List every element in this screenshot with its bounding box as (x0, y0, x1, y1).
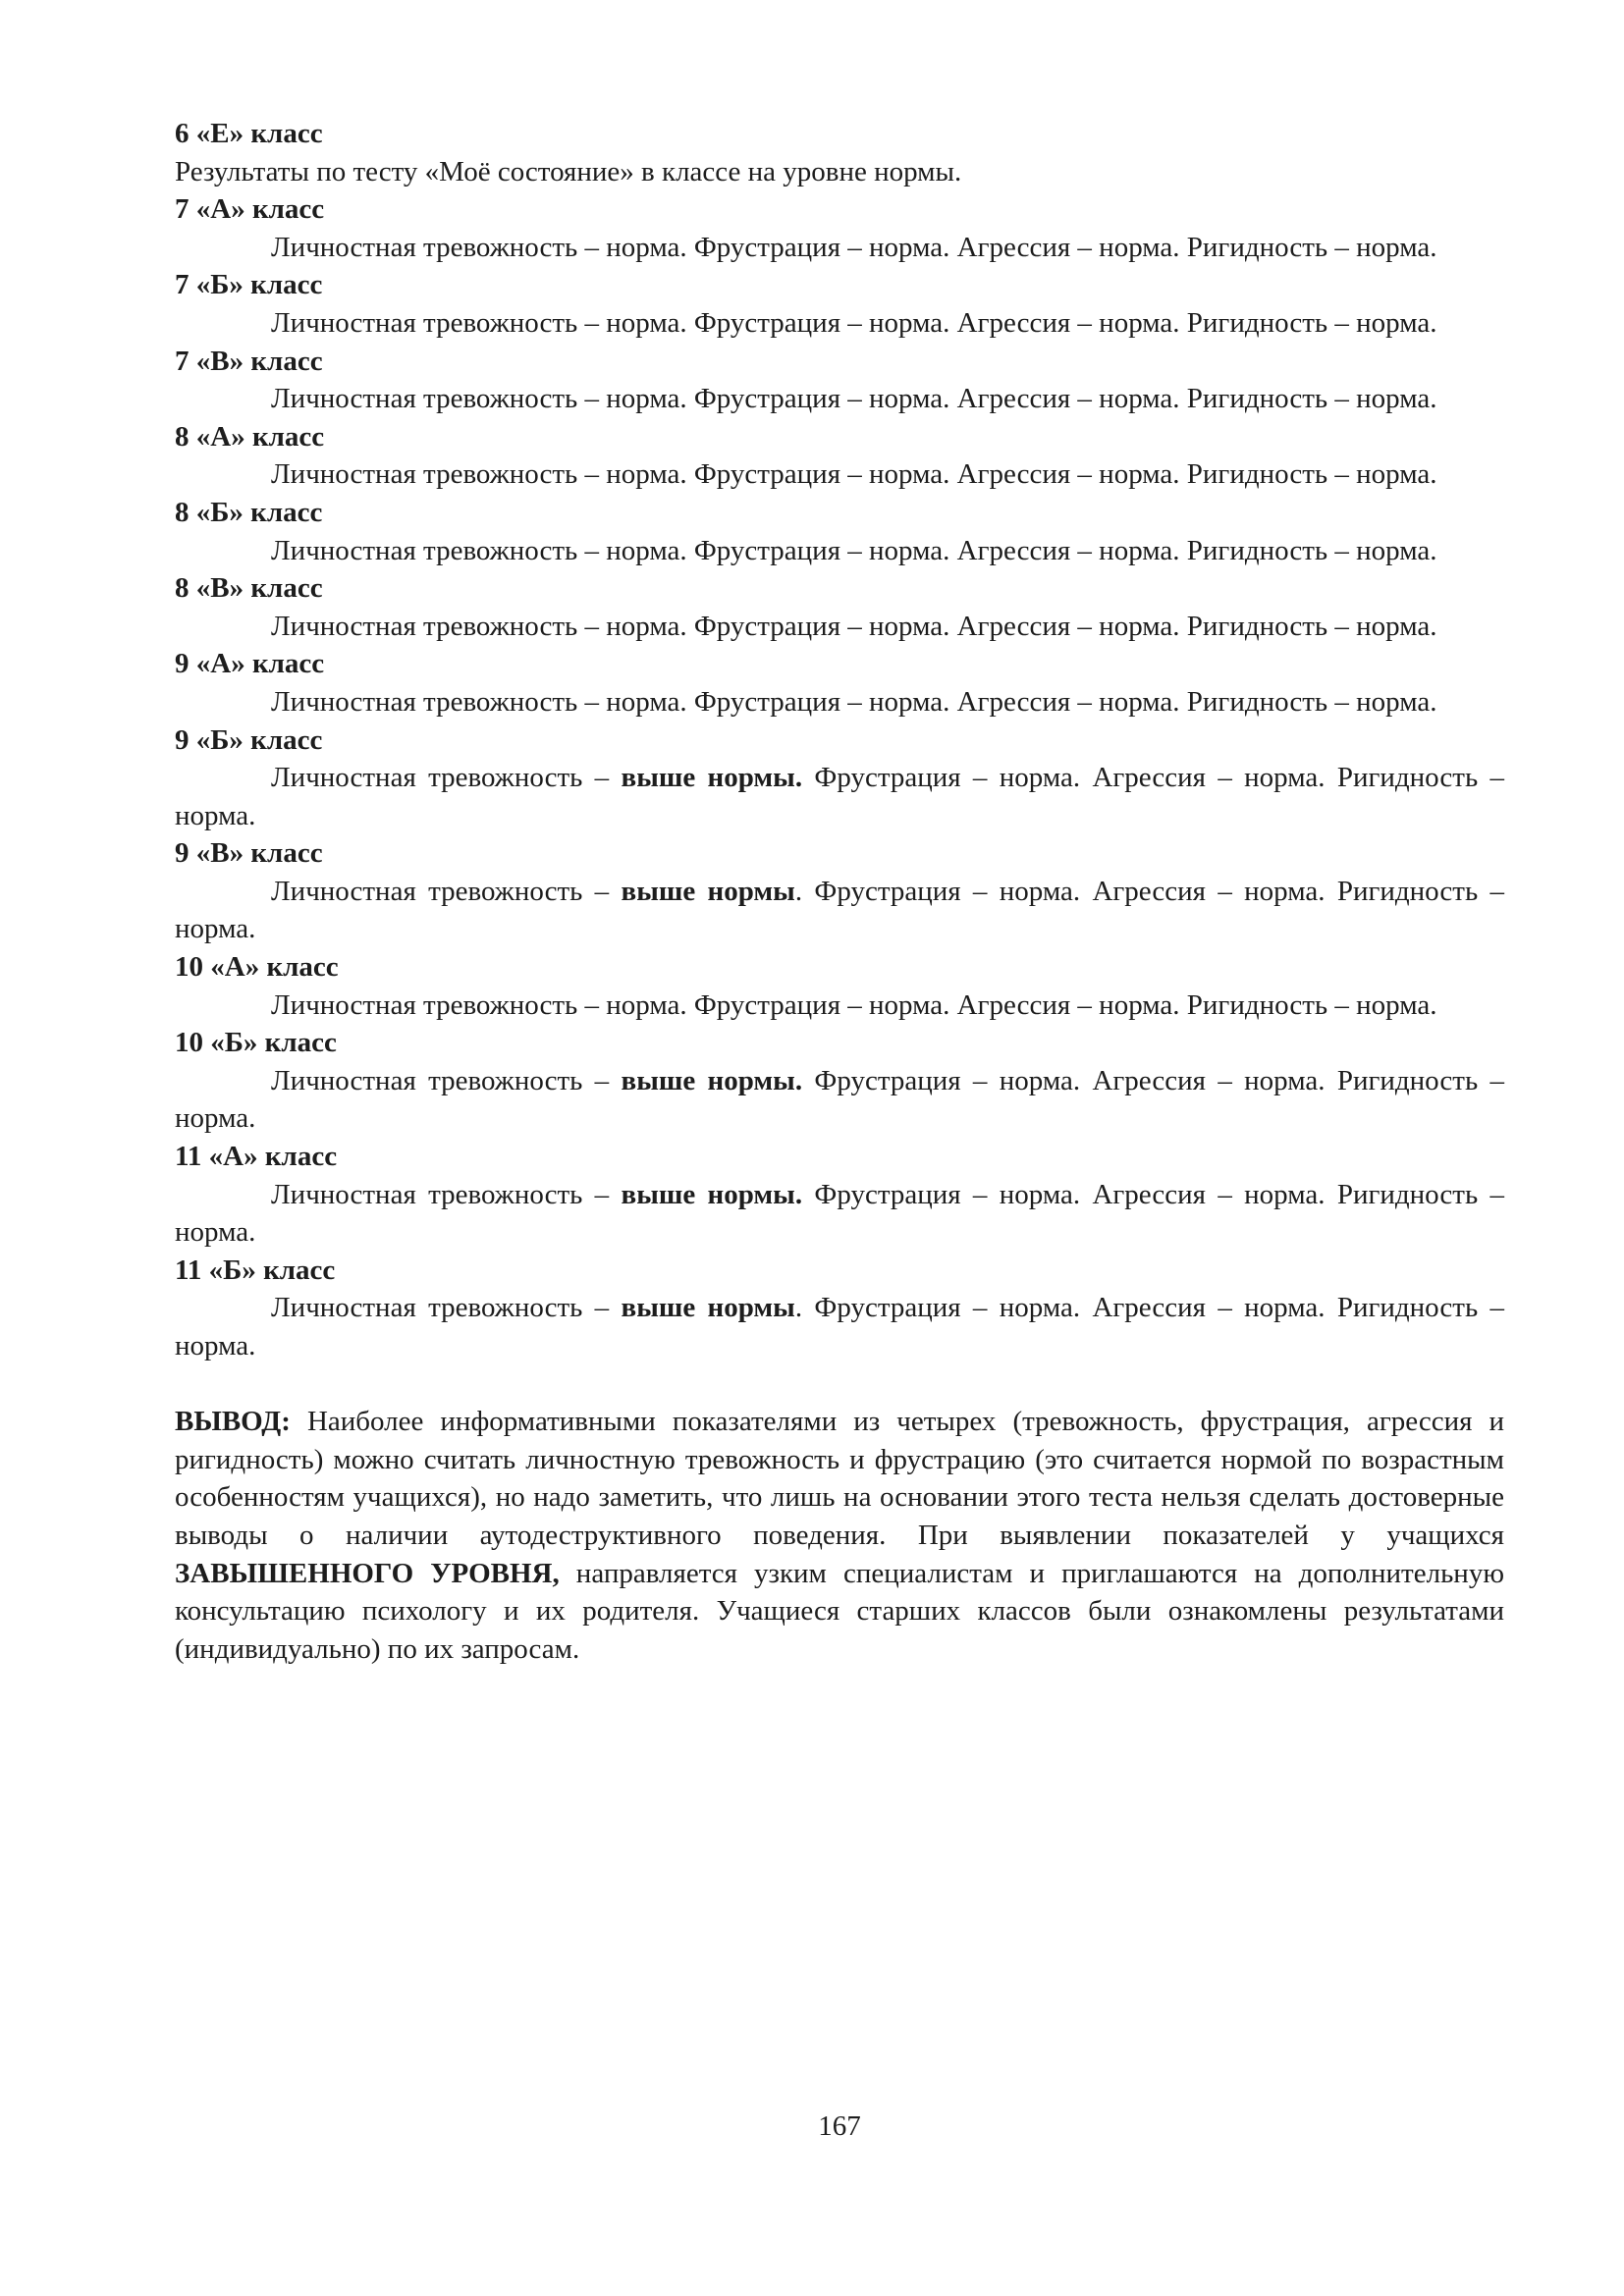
class-result-paragraph (175, 532, 1504, 570)
class-result-paragraph (175, 759, 1504, 834)
text-run: Личностная тревожность – (271, 762, 622, 794)
text-run: Личностная тревожность – норма. Фрустрация – норма. Агрессия – норма. Ригидность – норма. (271, 231, 1437, 263)
page-number: 167 (818, 2110, 861, 2142)
text-run: Личностная тревожность – норма. Фрустрация – норма. Агрессия – норма. Ригидность – норма. (271, 534, 1437, 566)
text-run: Личностная тревожность – норма. Фрустрация – норма. Агрессия – норма. Ригидность – норма. (271, 685, 1437, 718)
class-result-paragraph (175, 608, 1504, 646)
text-run: Личностная тревожность – (271, 1064, 622, 1096)
text-run: Личностная тревожность – норма. Фрустрация – норма. Агрессия – норма. Ригидность – норма. (271, 383, 1437, 415)
conclusion-paragraph (175, 1403, 1504, 1668)
class-heading: 10 «Б» класс (175, 1027, 337, 1059)
class-result-paragraph (175, 1062, 1504, 1138)
text-run: Личностная тревожность – норма. Фрустрация – норма. Агрессия – норма. Ригидность – норма. (271, 306, 1437, 339)
class-heading: 8 «А» класс (175, 420, 325, 453)
class-result-paragraph (175, 1176, 1504, 1252)
class-result-paragraph (175, 455, 1504, 494)
bold-text-run: ЗАВЫШЕННОГО УРОВНЯ, (175, 1557, 560, 1589)
text-run: Личностная тревожность – норма. Фрустрация – норма. Агрессия – норма. Ригидность – норма. (271, 610, 1437, 642)
class-heading: 9 «В» класс (175, 837, 323, 870)
text-run: Личностная тревожность – (271, 1178, 622, 1210)
text-run: направляется узким специалистам и приглашаются на дополнительную консультацию психологу и их родителя. Учащиеся старших классов были ознакомлены результатами (индивидуально) по их запросам. (175, 1557, 1504, 1665)
bold-text-run: выше нормы (621, 1292, 795, 1324)
bold-text-run: ВЫВОД: (175, 1406, 291, 1438)
class-result-paragraph (175, 1289, 1504, 1364)
class-heading: 11 «Б» класс (175, 1254, 336, 1286)
class-result-paragraph (175, 153, 1504, 191)
class-heading: 11 «А» класс (175, 1141, 338, 1173)
bold-text-run: выше нормы. (621, 1178, 803, 1210)
class-heading: 9 «А» класс (175, 648, 325, 680)
text-run: Фрустрация – норма. Агрессия – норма. Ригидность – норма. (175, 1064, 1505, 1135)
bold-text-run: выше нормы (621, 875, 795, 907)
text-run: Фрустрация – норма. Агрессия – норма. Ригидность – норма. (175, 762, 1505, 831)
class-result-paragraph (175, 873, 1504, 948)
text-run: Личностная тревожность – (271, 875, 622, 907)
text-run: . Фрустрация – норма. Агрессия – норма. Ригидность – норма. (175, 1292, 1505, 1362)
page-content (175, 115, 1504, 1668)
class-heading: 10 «А» класс (175, 951, 339, 984)
text-run: Фрустрация – норма. Агрессия – норма. Ригидность – норма. (175, 1178, 1505, 1249)
class-heading: 7 «Б» класс (175, 269, 323, 301)
results-list (175, 115, 1504, 1365)
text-run: . Фрустрация – норма. Агрессия – норма. Ригидность – норма. (175, 875, 1505, 945)
text-run: Личностная тревожность – норма. Фрустрация – норма. Агрессия – норма. Ригидность – норма. (271, 988, 1437, 1021)
class-heading: 8 «В» класс (175, 572, 323, 605)
class-result-paragraph (175, 380, 1504, 418)
class-result-paragraph (175, 987, 1504, 1025)
class-result-paragraph (175, 683, 1504, 721)
text-run: Результаты по тесту «Моё состояние» в классе на уровне нормы. (175, 155, 962, 187)
class-heading: 7 «А» класс (175, 193, 325, 226)
class-heading: 8 «Б» класс (175, 496, 323, 528)
class-heading: 7 «В» класс (175, 345, 323, 377)
bold-text-run: выше нормы. (621, 762, 803, 794)
text-run: Наиболее информативными показателями из четырех (тревожность, фрустрация, агрессия и ригидность) можно считать личностную тревожность и фрустрацию (это считается нормой по возрастным особенностям учащихся), но надо заметить, что лишь на основании этого теста нельзя сделать достоверные выводы о наличии аутодеструктивного поведения. При выявлении показателей у учащихся (175, 1406, 1504, 1551)
text-run: Личностная тревожность – (271, 1292, 622, 1324)
class-heading: 9 «Б» класс (175, 723, 323, 756)
bold-text-run: выше нормы. (621, 1064, 803, 1096)
class-result-paragraph (175, 229, 1504, 267)
text-run: Личностная тревожность – норма. Фрустрация – норма. Агрессия – норма. Ригидность – норма. (271, 458, 1437, 491)
class-heading: 6 «Е» класс (175, 118, 323, 149)
class-result-paragraph (175, 304, 1504, 343)
